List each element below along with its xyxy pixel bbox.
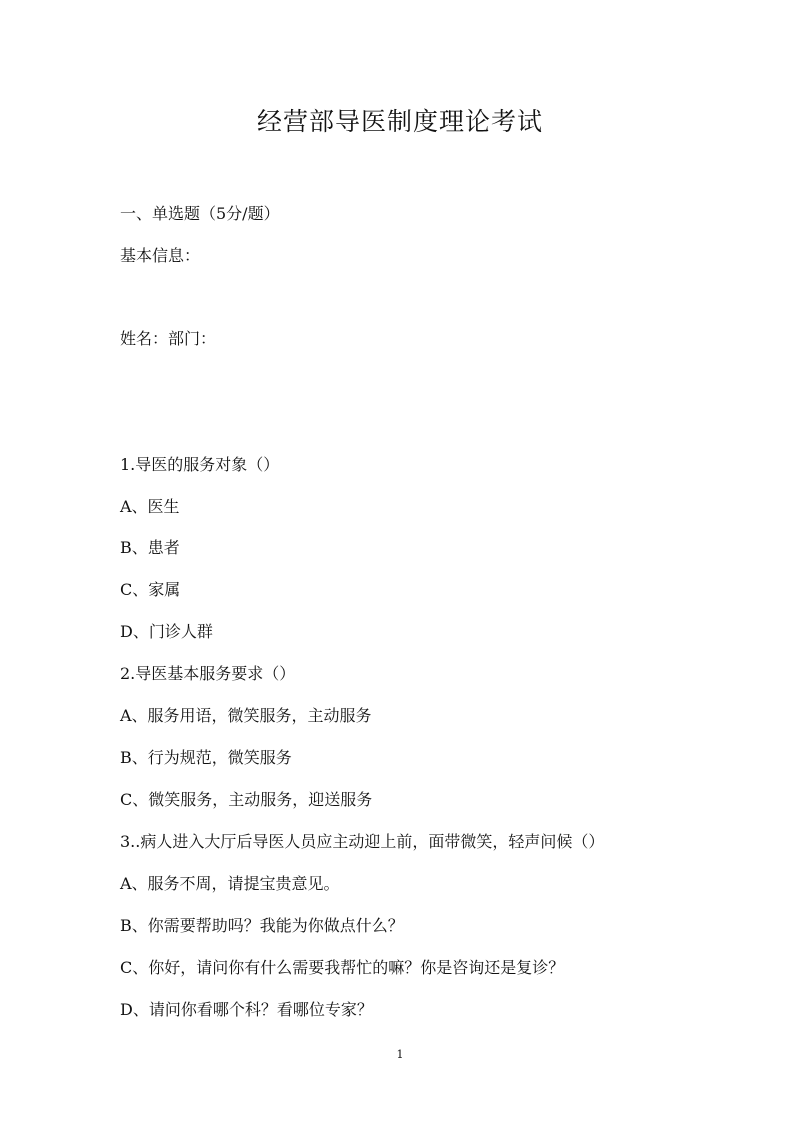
- question-3-option-a: A、服务不周，请提宝贵意见。: [120, 874, 340, 893]
- question-2-option-c: C、微笑服务，主动服务，迎送服务: [120, 790, 373, 809]
- question-2-text: 2.导医基本服务要求（）: [120, 664, 296, 683]
- question-3-text: 3..病人进入大厅后导医人员应主动迎上前，面带微笑，轻声问候（）: [120, 832, 605, 851]
- page-number: 1: [396, 1048, 404, 1061]
- question-3-option-d: D、请问你看哪个科？看哪位专家？: [120, 1000, 373, 1019]
- question-1-option-a: A、医生: [120, 497, 180, 516]
- question-1-option-b: B、患者: [120, 538, 180, 557]
- question-3-option-b: B、你需要帮助吗？我能为你做点什么？: [120, 916, 404, 935]
- basic-info-label: 基本信息：: [120, 246, 201, 265]
- question-2-option-a: A、服务用语，微笑服务，主动服务: [120, 706, 372, 725]
- section-heading: 一、单选题（5分/题）: [120, 204, 280, 223]
- question-1-option-d: D、门诊人群: [120, 622, 213, 641]
- question-2-option-b: B、行为规范，微笑服务: [120, 748, 292, 767]
- page-title: 经营部导医制度理论考试: [256, 107, 543, 136]
- question-1-text: 1.导医的服务对象（）: [120, 455, 280, 474]
- name-department-label: 姓名：部门：: [120, 329, 217, 348]
- question-1-option-c: C、家属: [120, 580, 181, 599]
- question-3-option-c: C、你好，请问你有什么需要我帮忙的嘛？你是咨询还是复诊？: [120, 958, 565, 977]
